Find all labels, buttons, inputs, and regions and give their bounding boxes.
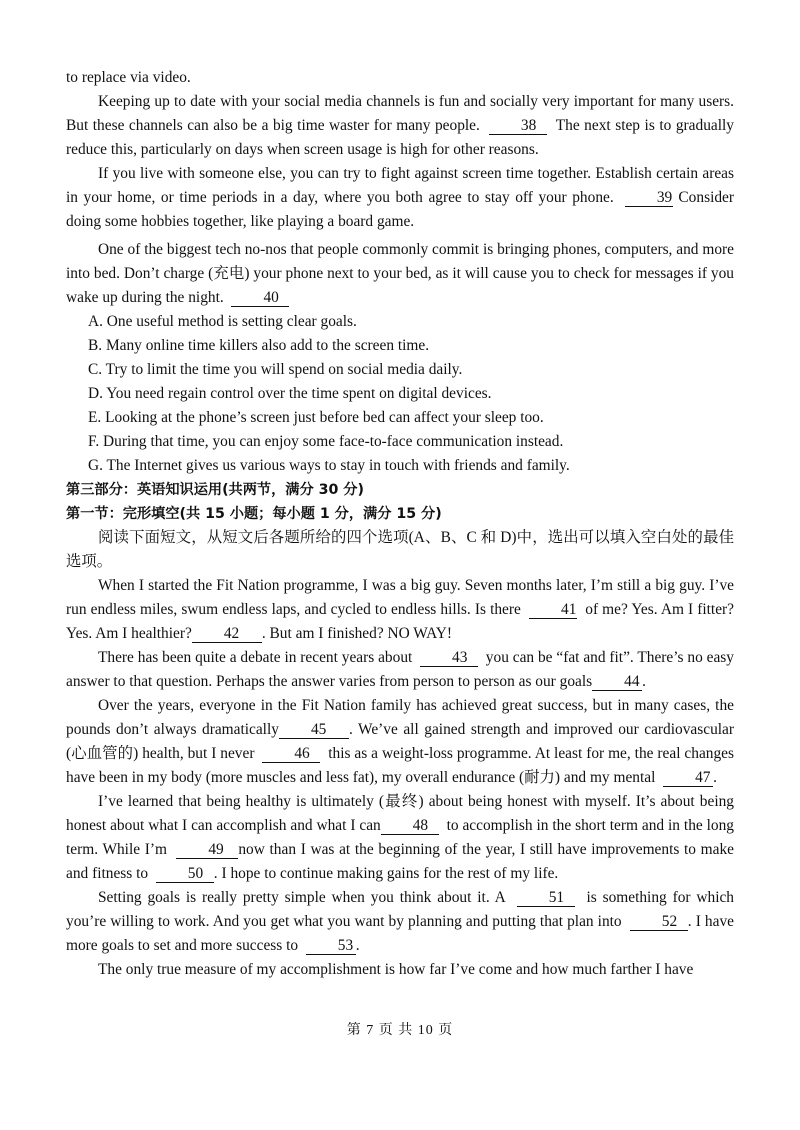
section-heading-cloze: 第一节：完形填空(共 15 小题；每小题 1 分，满分 15 分): [66, 506, 442, 522]
blank-38: 38: [489, 118, 547, 135]
blank-51: 51: [517, 890, 575, 907]
cloze-paragraph-6: The only true measure of my accomplishment is how far I’ve come and how much farther I have: [98, 961, 694, 978]
passage-paragraph-0: to replace via video.: [66, 69, 191, 86]
option-g: G. The Internet gives us various ways to stay in touch with friends and family.: [88, 457, 570, 474]
passage-paragraph-2: If you live with someone else, you can try to fight against screen time together. Establish certain areas in your home, or time periods in a day, where you both agree to stay off your phone. 39 Consider doing some hobbies together, like playing a board game.: [66, 165, 734, 230]
cloze-paragraph-3: Over the years, everyone in the Fit Nation family has achieved great success, but in many cases, the pounds don’t always dramatically 45 . We’ve all gained strength and improved our cardiovascular (心血管的) health, but I never 46 this as a weight-loss programme. At least for me, the real changes have been in my body (more muscles and less fat), my overall endurance (耐力) and my mental 47 .: [66, 697, 734, 786]
option-e: E. Looking at the phone’s screen just before bed can affect your sleep too.: [88, 409, 544, 426]
blank-44: 44: [592, 674, 642, 691]
blank-45: 45: [279, 722, 349, 739]
blank-46: 46: [262, 746, 320, 763]
blank-48: 48: [381, 818, 439, 835]
section-heading-part3: 第三部分：英语知识运用(共两节，满分 30 分): [66, 482, 364, 498]
option-f: F. During that time, you can enjoy some face-to-face communication instead.: [88, 433, 564, 450]
page-footer: 第 7 页 共 10 页: [346, 1023, 454, 1038]
cloze-paragraph-2: There has been quite a debate in recent years about 43 you can be “fat and fit”. There’s no easy answer to that question. Perhaps the answer varies from person to person as our goals 44 .: [66, 649, 734, 690]
cloze-paragraph-1: When I started the Fit Nation programme, I was a big guy. Seven months later, I’m still a big guy. I’ve run endless miles, swum endless laps, and cycled to endless hills. Is there 41 of me? Yes. Am I fitter? Yes. Am I healthier? 42 . But am I finished? NO WAY!: [66, 577, 734, 642]
blank-42: 42: [192, 626, 262, 643]
passage-paragraph-1: Keeping up to date with your social media channels is fun and socially very important for many users. But these channels can also be a big time waster for many people. 38 The next step is to gradually reduce this, particularly on days when screen usage is high for other reasons.: [66, 93, 734, 158]
option-a: A. One useful method is setting clear goals.: [88, 313, 357, 330]
option-d: D. You need regain control over the time spent on digital devices.: [88, 385, 492, 402]
option-c: C. Try to limit the time you will spend on social media daily.: [88, 361, 463, 378]
section-instruction: 阅读下面短文，从短文后各题所给的四个选项(A、B、C 和 D)中，选出可以填入空白处的最佳选项。: [66, 529, 734, 570]
passage-paragraph-3: One of the biggest tech no-nos that people commonly commit is bringing phones, computers, and more into bed. Don’t charge (充电) your phone next to your bed, as it will cause you to check for messages if you wake up during the night. 40: [66, 241, 734, 306]
blank-49: 49: [176, 842, 238, 859]
option-b: B. Many online time killers also add to the screen time.: [88, 337, 430, 354]
options-list: [66, 310, 734, 478]
blank-43: 43: [420, 650, 478, 667]
blank-41: 41: [529, 602, 577, 619]
blank-50: 50: [156, 866, 214, 883]
cloze-paragraph-5: Setting goals is really pretty simple when you think about it. A 51 is something for which you’re willing to work. And you get what you want by planning and putting that plan into 52 . I have more goals to set and more success to 53 .: [66, 889, 735, 954]
blank-52: 52: [630, 914, 688, 931]
exam-page: [66, 66, 734, 982]
cloze-paragraph-4: I’ve learned that being healthy is ultimately (最终) about being honest with myself. It’s about being honest about what I can accomplish and what I can 48 to accomplish in the short term and in the long term. While I’m 49 now than I was at the beginning of the year, I still have improvements to make and fitness to 50 . I hope to continue making gains for the rest of my life.: [66, 793, 734, 882]
blank-47: 47: [663, 770, 713, 787]
blank-53: 53: [306, 938, 356, 955]
blank-40: 40: [231, 290, 289, 307]
blank-39: 39: [625, 190, 673, 207]
